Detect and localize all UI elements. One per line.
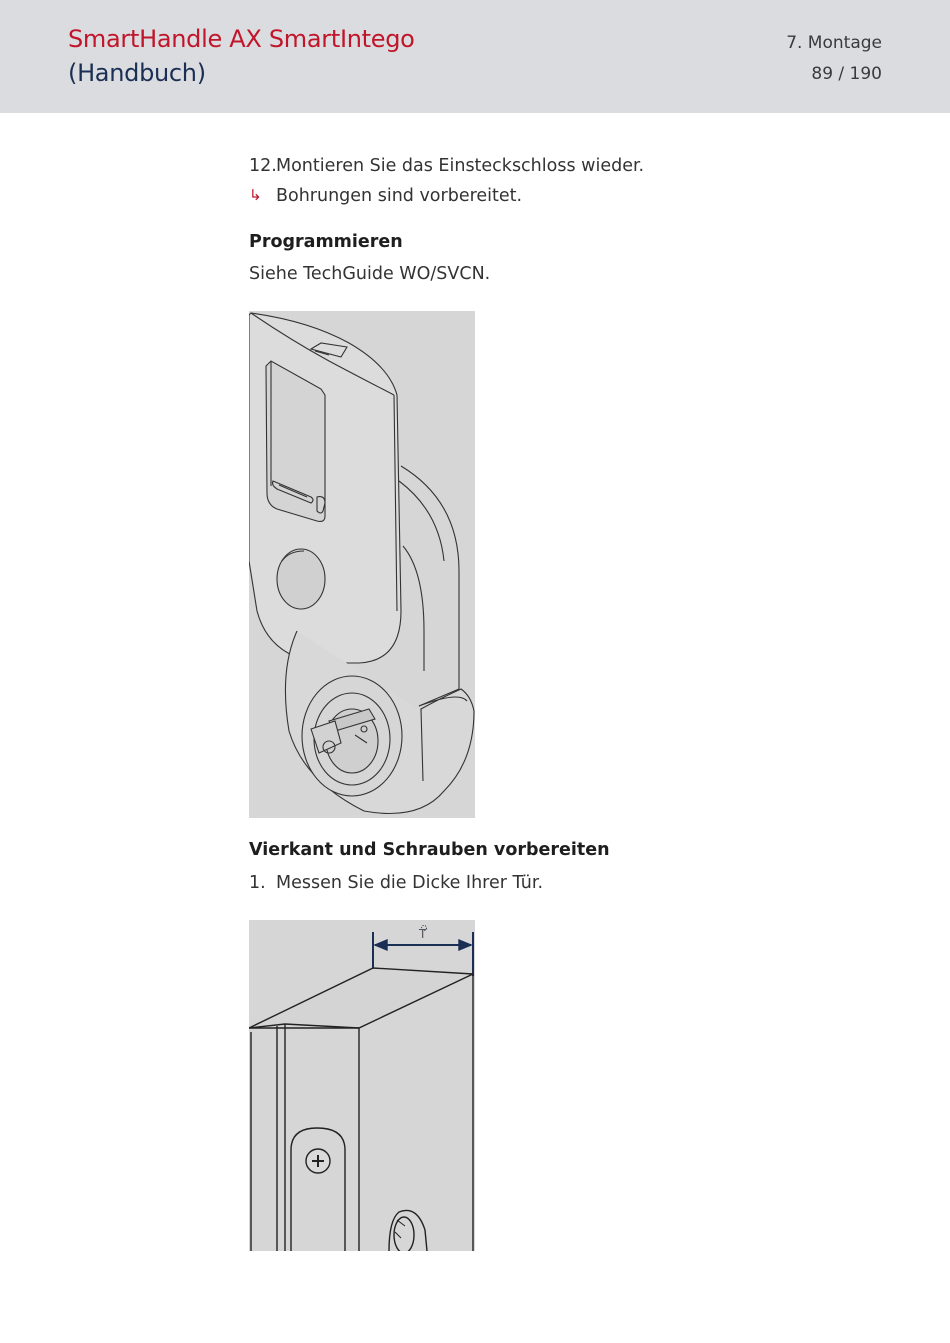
step-number: 1. xyxy=(249,873,266,893)
step-number: 12. xyxy=(249,156,277,176)
dimension-label: T xyxy=(419,927,427,941)
result-arrow-icon: ↳ xyxy=(249,186,262,204)
section-heading-programmieren: Programmieren xyxy=(249,232,403,252)
document-title xyxy=(68,22,415,90)
step-text: Montieren Sie das Einsteckschloss wieder. xyxy=(276,156,645,176)
programming-text: Siehe TechGuide WO/SVCN. xyxy=(249,264,491,284)
result-text: Bohrungen sind vorbereitet. xyxy=(276,186,523,206)
section-heading-vierkant: Vierkant und Schrauben vorbereiten xyxy=(249,840,610,860)
page-header xyxy=(0,0,950,113)
handle-illustration xyxy=(249,311,475,818)
page-number: 89 / 190 xyxy=(811,64,882,84)
document-title-line2: (Handbuch) xyxy=(68,59,206,87)
step-text: Messen Sie die Dicke Ihrer Tür. xyxy=(276,873,544,893)
header-meta xyxy=(786,28,882,90)
chapter-label: 7. Montage xyxy=(786,33,882,53)
document-title-line1: SmartHandle AX SmartIntego xyxy=(68,25,415,53)
door-thickness-illustration xyxy=(249,920,475,1251)
